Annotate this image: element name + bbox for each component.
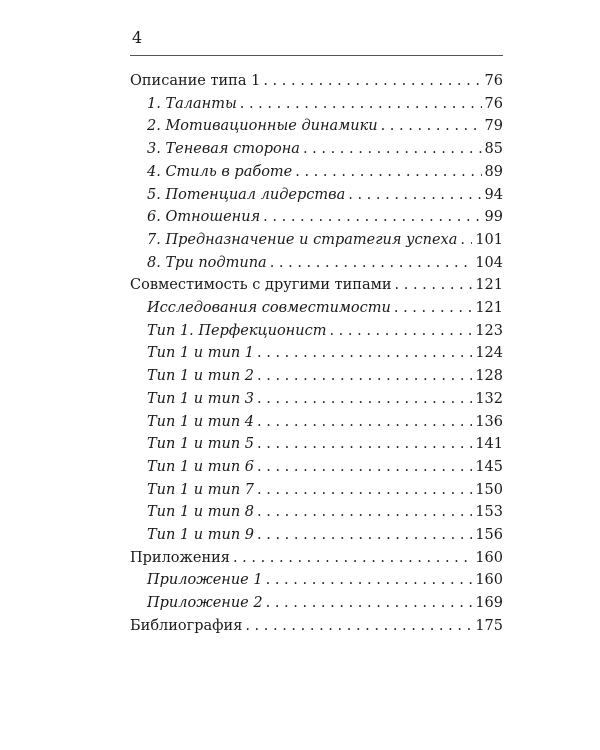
toc-entry-title: Совместимость с другими типами (130, 277, 392, 294)
toc-entry-title: Тип 1 и тип 3 (147, 390, 255, 407)
toc-entry-page: 79 (484, 118, 503, 135)
toc-entry[interactable] (147, 524, 503, 546)
toc-leader-dots (266, 569, 473, 591)
toc-leader-dots (329, 320, 472, 342)
toc-entry[interactable] (130, 274, 503, 296)
toc-entry-title: 7. Предназначение и стратегия успеха (147, 231, 458, 248)
toc-leader-dots (257, 388, 472, 410)
toc-entry-title: Приложение 2 (147, 595, 263, 612)
toc-entry[interactable] (147, 592, 503, 614)
toc-entry-page: 94 (484, 186, 503, 203)
toc-entry-title: 8. Три подтипа (147, 254, 267, 271)
toc-leader-dots (348, 184, 481, 206)
toc-entry[interactable] (147, 365, 503, 387)
toc-leader-dots (394, 297, 472, 319)
toc-leader-dots (270, 252, 473, 274)
toc-leader-dots (395, 274, 473, 296)
toc-entry[interactable] (147, 479, 503, 501)
toc-leader-dots (295, 161, 481, 183)
toc-entry-title: Тип 1 и тип 7 (147, 481, 255, 498)
toc-entry-title: Приложение 1 (147, 572, 263, 589)
toc-entry-page: 121 (475, 300, 503, 316)
toc-entry-page: 136 (475, 413, 503, 430)
toc-entry-page: 156 (475, 527, 503, 543)
toc-leader-dots (460, 229, 472, 251)
toc-leader-dots (240, 93, 482, 115)
toc-leader-dots (263, 70, 481, 92)
toc-entry-title: 4. Стиль в работе (147, 163, 293, 180)
toc-leader-dots (257, 501, 472, 523)
toc-entry-page: 76 (484, 95, 503, 112)
toc-entry[interactable] (147, 320, 503, 342)
toc-entry-page: 124 (475, 345, 503, 362)
toc-entry[interactable] (147, 297, 503, 319)
toc-entry-page: 153 (475, 504, 503, 521)
toc-entry-title: 3. Теневая сторона (147, 141, 300, 158)
toc-entry-title: Тип 1 и тип 5 (147, 436, 255, 453)
toc-leader-dots (257, 342, 472, 364)
toc-entry-page: 160 (475, 549, 503, 566)
toc-entry-page: 101 (475, 231, 503, 248)
toc-entry-title: Тип 1 и тип 2 (147, 368, 255, 385)
toc-entry[interactable] (147, 252, 503, 274)
toc-leader-dots (257, 524, 472, 546)
toc-leader-dots (257, 456, 472, 478)
toc-leader-dots (257, 411, 472, 433)
toc-entry[interactable] (147, 342, 503, 364)
toc-entry[interactable] (147, 93, 503, 115)
toc-entry-page: 160 (475, 572, 503, 589)
toc-leader-dots (263, 206, 481, 228)
toc-entry-page: 128 (475, 368, 503, 385)
toc-entry-title: 6. Отношения (147, 209, 261, 226)
toc-entry-title: 1. Таланты (147, 95, 237, 112)
toc-entry-title: Приложения (130, 549, 230, 566)
toc-entry-page: 169 (475, 595, 503, 612)
toc-entry-page: 141 (475, 436, 503, 453)
toc-entry-title: Библиография (130, 617, 243, 634)
toc-leader-dots (257, 433, 472, 455)
toc-entry[interactable] (147, 161, 503, 183)
toc-entry-page: 89 (484, 163, 503, 180)
toc-entry-title: Тип 1 и тип 8 (147, 504, 255, 521)
toc-entry[interactable] (147, 433, 503, 455)
toc-entry-title: 2. Мотивационные динамики (147, 118, 378, 135)
toc-entry-page: 150 (475, 481, 503, 498)
toc-entry[interactable] (130, 615, 503, 637)
toc-entry[interactable] (147, 501, 503, 523)
toc-entry[interactable] (147, 456, 503, 478)
toc-entry-page: 132 (475, 390, 503, 407)
toc-entry-title: 5. Потенциал лидерства (147, 186, 346, 203)
toc-entry-page: 99 (484, 209, 503, 226)
toc-entry[interactable] (147, 115, 503, 137)
toc-entry[interactable] (130, 547, 503, 569)
toc-entry-title: Тип 1 и тип 6 (147, 458, 255, 475)
toc-entry-title: Исследования совместимости (147, 300, 391, 316)
toc-leader-dots (257, 479, 472, 501)
toc-leader-dots (233, 547, 472, 569)
toc-entry-page: 175 (475, 617, 503, 634)
toc-entry[interactable] (147, 206, 503, 228)
toc-entry-title: Описание типа 1 (130, 73, 261, 89)
toc-entry[interactable] (147, 411, 503, 433)
toc-leader-dots (381, 115, 482, 137)
toc-entry-page: 121 (475, 277, 503, 294)
toc-entry-page: 85 (484, 141, 503, 158)
toc-entry[interactable] (147, 569, 503, 591)
toc-entry-page: 76 (484, 73, 503, 89)
toc-entry-title: Тип 1 и тип 9 (147, 527, 255, 543)
toc-entry-title: Тип 1 и тип 4 (147, 413, 255, 430)
toc-leader-dots (266, 592, 473, 614)
toc-entry[interactable] (147, 138, 503, 160)
toc-leader-dots (257, 365, 472, 387)
toc-entry[interactable] (147, 229, 503, 251)
toc-entry-page: 145 (475, 458, 503, 475)
toc-entry[interactable] (130, 70, 503, 92)
toc-entry-page: 104 (475, 254, 503, 271)
toc-leader-dots (303, 138, 482, 160)
toc-entry[interactable] (147, 388, 503, 410)
toc-entry-title: Тип 1. Перфекционист (147, 322, 327, 339)
toc-entry-title: Тип 1 и тип 1 (147, 345, 255, 362)
toc-leader-dots (245, 615, 472, 637)
toc-entry-page: 123 (475, 322, 503, 339)
page-number: 4 (132, 28, 143, 47)
toc-entry[interactable] (147, 184, 503, 206)
